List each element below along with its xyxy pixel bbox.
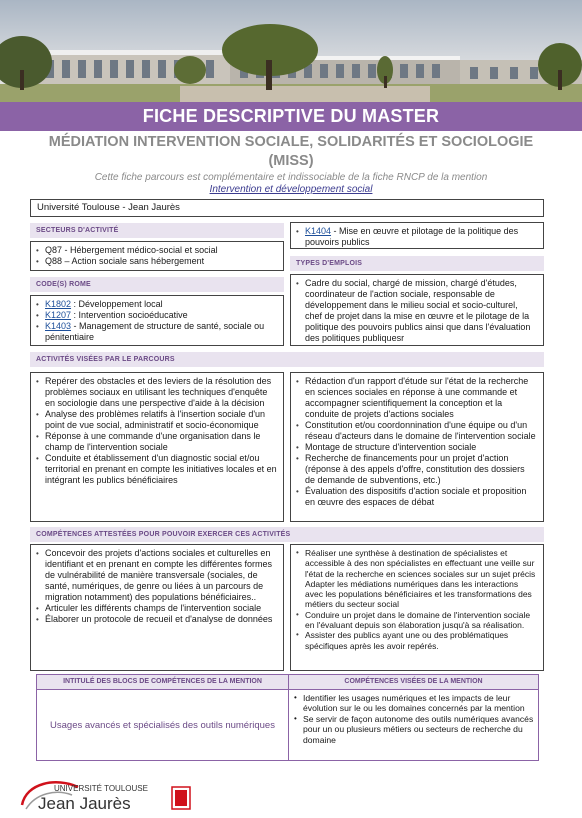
bloc-competences bbox=[289, 690, 539, 761]
bloc-competence-item: • Identifier les usages numériques et les impacts de leur évolution sur le ou les domaines concernés par la mention bbox=[303, 693, 534, 714]
university-logo bbox=[16, 775, 196, 815]
codes-rome-box bbox=[30, 295, 284, 346]
types-emplois-box bbox=[290, 274, 544, 346]
activite-item: • Montage de structure d'intervention sociale bbox=[305, 442, 537, 453]
competences-left-box bbox=[30, 544, 284, 671]
activite-item: • Recherche de financements pour un projet d'action (réponse à des appels d'offre, constitution des dossiers de demande de subventions, etc.) bbox=[305, 453, 537, 486]
rome-label: - Management de structure de santé, sociale ou pénitentiaire bbox=[45, 321, 265, 342]
rome-label: : Intervention socioéducative bbox=[71, 310, 188, 320]
blocs-col-heading: INTITULÉ DES BLOCS DE COMPÉTENCES DE LA MENTION bbox=[36, 674, 289, 690]
rome-label: : Développement local bbox=[71, 299, 163, 309]
activites-heading: ACTIVITÉS VISÉES PAR LE PARCOURS bbox=[30, 352, 544, 367]
activite-item: • Évaluation des dispositifs d'action sociale et proposition en œuvre des espaces de débat bbox=[305, 486, 537, 508]
activite-item: • Rédaction d'un rapport d'étude sur l'état de la recherche en sciences sociales en réponse à une commande et accompagner scientifiquement la conception et la conduite de projets d'actions sociales bbox=[305, 376, 537, 420]
activite-item: • Repérer des obstacles et des leviers de la résolution des problèmes sociaux en utilisant les techniques d'enquête en sociologie dans une perspective d'aide à la décision bbox=[45, 376, 277, 409]
rome-item bbox=[305, 226, 537, 248]
bloc-competence-item: • Se servir de façon autonome des outils numériques avancés pour un ou plusieurs métiers ou secteurs de recherche du domaine bbox=[303, 714, 534, 745]
competences-heading: COMPÉTENCES ATTESTÉES POUR POUVOIR EXERCER CES ACTIVITÉS bbox=[30, 527, 544, 542]
competence-item: • Conduire un projet dans le domaine de l'intervention sociale en l'évaluant depuis son élaboration jusqu'à sa réalisation. bbox=[305, 610, 537, 631]
competence-item: • Concevoir des projets d'actions sociales et culturelles en identifiant et en prenant en compte les différentes formes de vulnérabilité de manière transversale (sociales, de santé, numériques, de genre ou liées à un parcours de migration notamment) des populations bénéficiaires.. bbox=[45, 548, 277, 603]
rome-item bbox=[45, 310, 277, 321]
types-emplois-heading: TYPES D'EMPLOIS bbox=[290, 256, 544, 271]
activites-right-box bbox=[290, 372, 544, 522]
document-type-title: FICHE DESCRIPTIVE DU MASTER bbox=[0, 102, 582, 131]
logo-line2: Jean Jaurès bbox=[38, 794, 131, 813]
rome-item bbox=[45, 299, 277, 310]
rome-code-link[interactable]: K1404 bbox=[305, 226, 332, 236]
rome-code-link[interactable]: K1207 bbox=[45, 310, 72, 320]
rome-label: - Mise en œuvre et pilotage de la politique des pouvoirs publics bbox=[305, 226, 519, 247]
secteurs-box bbox=[30, 241, 284, 271]
activite-item: • Réponse à une commande d'une organisation dans le champ de l'intervention sociale bbox=[45, 431, 277, 453]
campus-photo bbox=[0, 0, 582, 102]
rncp-note: Cette fiche parcours est complémentaire et indissociable de la fiche RNCP de la mention bbox=[94, 172, 488, 183]
master-title: MÉDIATION INTERVENTION SOCIALE, SOLIDARITÉS ET SOCIOLOGIE bbox=[48, 134, 534, 150]
competences-right-box bbox=[290, 544, 544, 671]
secteur-item: • Q87 - Hébergement médico-social et social bbox=[45, 245, 277, 256]
activites-left-box bbox=[30, 372, 284, 522]
rome-code-link[interactable]: K1403 bbox=[45, 321, 72, 331]
emploi-item: • Cadre du social, chargé de mission, chargé d'études, coordinateur de l'action sociale, responsable de développement dans le milieu social et socio-culturel, chef de projet dans la mise en œuvre et le pilotage de la politique des pouvoirs publics ainsi que dans l'évaluation des politiques publiquesr bbox=[305, 278, 537, 344]
master-acronym: (MISS) bbox=[268, 153, 314, 169]
competences-col-heading: COMPÉTENCES VISÉES DE LA MENTION bbox=[289, 674, 539, 690]
bloc-label: Usages avancés et spécialisés des outils numériques bbox=[36, 690, 289, 761]
rome-extra-box bbox=[290, 222, 544, 249]
secteurs-heading: SECTEURS D'ACTIVITÉ bbox=[30, 223, 284, 238]
competence-item: • Réaliser une synthèse à destination de spécialistes et accessible à des non spécialistes en effectuant une veille sur l'état de la recherche en sciences sociales sur un sujet précis Adapter les médiations numériques dans les interactions avec les populations bénéficiaires et les transformations des métiers du secteur social bbox=[305, 548, 537, 610]
activite-item: • Analyse des problèmes relatifs à l'insertion sociale d'un point de vue social, administratif et socio-économique bbox=[45, 409, 277, 431]
codes-rome-heading: CODE(S) ROME bbox=[30, 277, 284, 292]
mention-link-wrap bbox=[40, 184, 542, 196]
logo-line1: UNIVERSITÉ TOULOUSE bbox=[54, 784, 148, 793]
rome-code-link[interactable]: K1802 bbox=[45, 299, 72, 309]
competence-item: • Élaborer un protocole de recueil et d'analyse de données bbox=[45, 614, 277, 625]
blocs-competences-table bbox=[36, 674, 539, 761]
university-name: Université Toulouse - Jean Jaurès bbox=[30, 199, 544, 217]
rome-item bbox=[45, 321, 277, 343]
activite-item: • Constitution et/ou coordonnination d'une équipe ou d'un réseau d'acteurs dans le domaine de l'intervention sociale bbox=[305, 420, 537, 442]
competence-item: • Articuler les différents champs de l'intervention sociale bbox=[45, 603, 277, 614]
mention-link[interactable]: Intervention et développement social bbox=[209, 184, 373, 195]
secteur-item: • Q88 – Action sociale sans hébergement bbox=[45, 256, 277, 267]
activite-item: • Conduite et établissement d'un diagnostic social et/ou territorial en prenant en compte les initiatives locales et en intégrant les publics bénéficiaires bbox=[45, 453, 277, 486]
competence-item: • Assister des publics ayant une ou des problématiques spécifiques après les avoir repérés. bbox=[305, 630, 537, 651]
